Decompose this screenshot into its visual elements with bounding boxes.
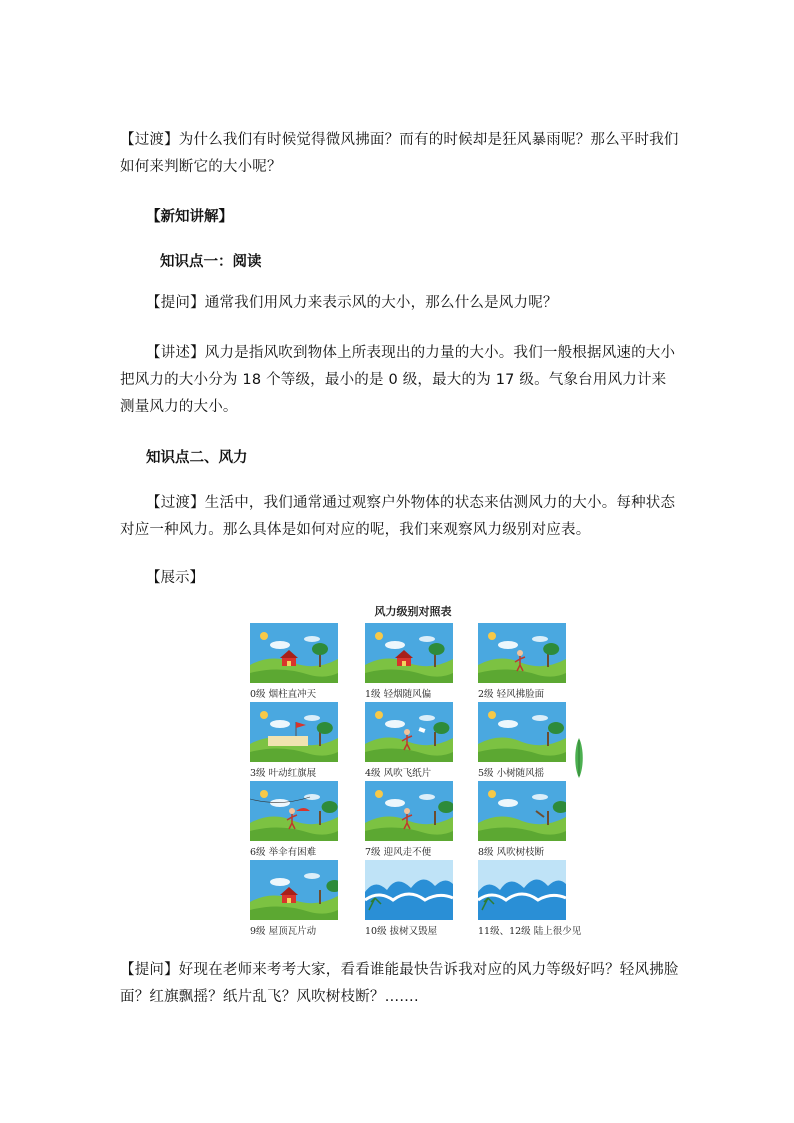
wind-scale-panel [250, 623, 338, 683]
wind-scale-panel [478, 702, 566, 762]
paragraph-question-2: 【提问】好现在老师来考考大家，看看谁能最快告诉我对应的风力等级好吗？轻风拂脸面？红旗飘摇？纸片乱飞？风吹树枝断？……. [120, 962, 679, 1005]
paragraph-question-1: 【提问】通常我们用风力来表示风的大小，那么什么是风力呢？ [146, 295, 558, 311]
wind-scale-panel [478, 781, 566, 841]
figure-title: 风力级别对照表 [374, 605, 452, 618]
leaf-decoration-icon [574, 738, 584, 782]
wind-scale-caption: 2级 轻风拂脸面 [478, 689, 545, 700]
wind-scale-panel [365, 702, 453, 762]
wind-scale-panel [365, 623, 453, 683]
wind-scale-caption: 5级 小树随风摇 [478, 768, 545, 779]
heading-show: 【展示】 [146, 570, 204, 586]
wind-scale-panel [250, 702, 338, 762]
wind-scale-caption: 1级 轻烟随风偏 [365, 689, 432, 700]
wind-scale-caption: 11级、12级 陆上很少见 [478, 926, 582, 937]
wind-scale-illustration [478, 781, 566, 841]
wind-scale-illustration [365, 781, 453, 841]
wind-scale-caption: 4级 风吹飞纸片 [365, 768, 432, 779]
heading-point-1: 知识点一：阅读 [160, 254, 262, 270]
wind-scale-illustration [478, 860, 566, 920]
wind-scale-panel [478, 860, 566, 920]
wind-scale-figure [248, 603, 582, 939]
wind-scale-illustration [250, 623, 338, 683]
paragraph-lecture: 【讲述】风力是指风吹到物体上所表现出的力量的大小。我们一般根据风速的大小把风力的大小分为 18 个等级，最小的是 0 级，最大的为 17 级。气象台用风力计来测量风力的大小。 [120, 345, 676, 415]
wind-scale-panel [365, 860, 453, 920]
paragraph-transition-1: 【过渡】为什么我们有时候觉得微风拂面？而有的时候却是狂风暴雨呢？那么平时我们如何来判断它的大小呢？ [120, 132, 679, 175]
wind-scale-caption: 0级 烟柱直冲天 [250, 689, 317, 700]
wind-scale-illustration [365, 702, 453, 762]
wind-scale-panel [478, 623, 566, 683]
wind-scale-illustration [250, 702, 338, 762]
wind-scale-panel [250, 860, 338, 920]
wind-scale-illustration [250, 860, 338, 920]
wind-scale-caption: 10级 拔树又毁屋 [365, 926, 438, 937]
paragraph-transition-2: 【过渡】生活中，我们通常通过观察户外物体的状态来估测风力的大小。每种状态对应一种风力。那么具体是如何对应的呢，我们来观察风力级别对应表。 [120, 495, 676, 538]
wind-scale-illustration [478, 702, 566, 762]
wind-scale-caption: 9级 屋顶瓦片动 [250, 926, 317, 937]
wind-scale-illustration [478, 623, 566, 683]
wind-scale-caption: 7级 迎风走不便 [365, 847, 432, 858]
heading-point-2: 知识点二、风力 [146, 450, 248, 466]
wind-scale-illustration [365, 623, 453, 683]
wind-scale-caption: 8级 风吹树枝断 [478, 847, 545, 858]
wind-scale-panel [365, 781, 453, 841]
heading-new-lesson: 【新知讲解】 [146, 209, 233, 225]
wind-scale-illustration [365, 860, 453, 920]
wind-scale-caption: 3级 叶动红旗展 [250, 768, 317, 779]
wind-scale-panel [250, 781, 338, 841]
wind-scale-caption: 6级 举伞有困难 [250, 847, 317, 858]
wind-scale-illustration [250, 781, 338, 841]
